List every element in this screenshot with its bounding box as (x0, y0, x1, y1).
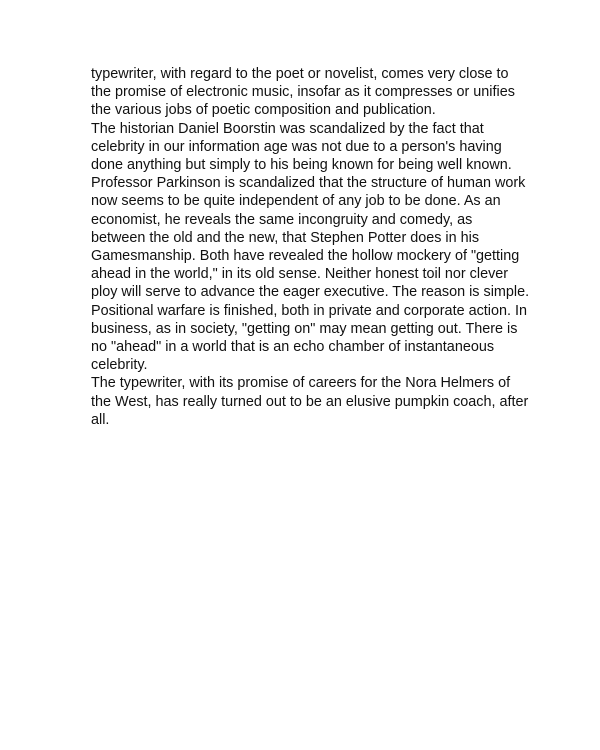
text-line: no "ahead" in a world that is an echo chamber of instantaneous (91, 339, 495, 356)
text-line: Professor Parkinson is scandalized that the structure of human work (91, 175, 526, 192)
text-line: between the old and the new, that Stephen Potter does in his (91, 229, 480, 246)
text-line: ahead in the world," in its old sense. Neither honest toil nor clever (91, 266, 509, 283)
text-line: The typewriter, with its promise of careers for the Nora Helmers of (91, 375, 511, 392)
text-line: now seems to be quite independent of any job to be done. As an (91, 193, 501, 210)
text-line: celebrity. (91, 357, 148, 374)
text-line: The historian Daniel Boorstin was scandalized by the fact that (91, 120, 484, 137)
text-line: the various jobs of poetic composition and publication. (91, 102, 436, 119)
text-line: done anything but simply to his being known for being well known. (91, 157, 512, 174)
text-line: celebrity in our information age was not due to a person's having (91, 138, 502, 155)
text-line: all. (91, 411, 110, 428)
text-line: Positional warfare is finished, both in private and corporate action. In (91, 302, 527, 319)
text-line: Gamesmanship. Both have revealed the hollow mockery of "getting (91, 248, 520, 265)
text-line: ploy will serve to advance the eager executive. The reason is simple. (91, 284, 530, 301)
text-line: business, as in society, "getting on" may mean getting out. There is (91, 320, 518, 337)
text-line: typewriter, with regard to the poet or novelist, comes very close to (91, 66, 509, 82)
text-line: economist, he reveals the same incongruity and comedy, as (91, 211, 473, 228)
text-line: the promise of electronic music, insofar as it compresses or unifies (91, 84, 515, 101)
body-text (91, 65, 531, 429)
text-line: the West, has really turned out to be an elusive pumpkin coach, after (91, 393, 529, 410)
